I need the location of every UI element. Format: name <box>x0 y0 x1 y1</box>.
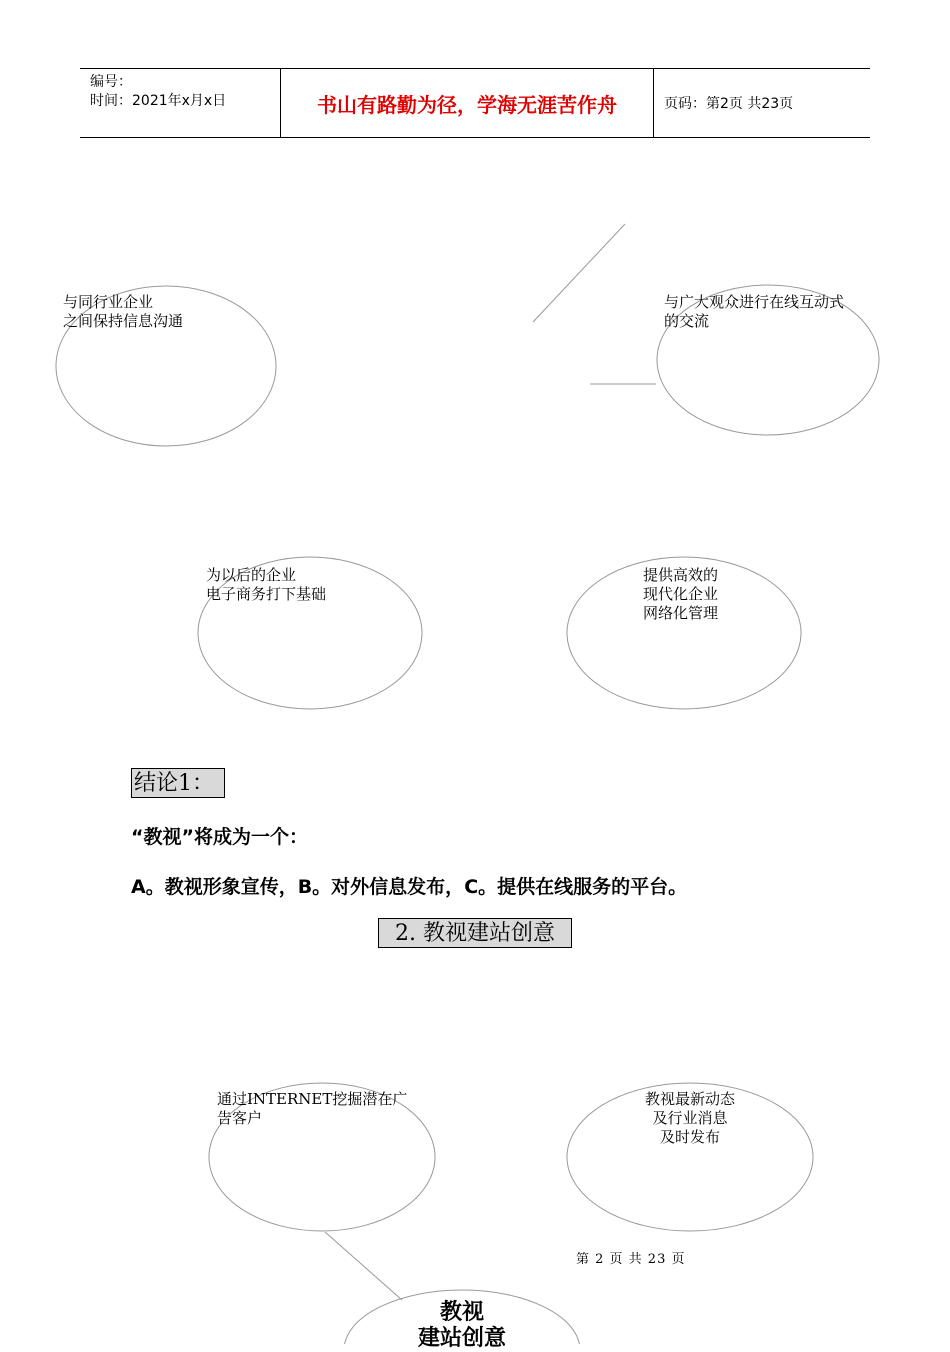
bubble-text-3 <box>206 566 326 604</box>
bubble-line: 教视最新动态 <box>644 1090 735 1108</box>
page-footer: 第 2 页 共 23 页 <box>576 1252 686 1267</box>
header-page-info: 页码：第2页 共23页 <box>664 96 794 112</box>
connector-line-3 <box>325 1232 402 1300</box>
bubble-line: 提供高效的 <box>643 566 719 584</box>
time-label: 时间：2021年x月x日 <box>90 93 227 109</box>
bubble-line: 现代化企业 <box>643 585 719 603</box>
bubble-line: 为以后的企业 <box>206 566 297 584</box>
number-label: 编号： <box>90 74 132 90</box>
core-line: 教视 <box>439 1300 484 1325</box>
bubble-line: 及行业消息 <box>652 1109 728 1127</box>
bubble-text-1 <box>63 293 183 331</box>
conclusion-line-1: “教视”将成为一个： <box>131 826 308 848</box>
core-text <box>400 1300 524 1352</box>
bubble-line: 告客户 <box>217 1109 263 1127</box>
core-line: 建站创意 <box>417 1326 506 1351</box>
bubble-line: 及时发布 <box>659 1128 720 1146</box>
bubble-line: 与同行业企业 <box>63 293 154 311</box>
section-title: 2. 教视建站创意 <box>378 918 572 948</box>
conclusion-line-2: A。教视形象宣传，B。对外信息发布，C。提供在线服务的平台。 <box>131 876 688 898</box>
bubble-line: 通过INTERNET挖掘潜在广 <box>217 1090 408 1108</box>
bubble-line: 之间保持信息沟通 <box>63 312 184 330</box>
bubble-line: 网络化管理 <box>643 604 719 622</box>
header-motto: 书山有路勤为径，学海无涯苦作舟 <box>281 69 654 137</box>
connector-line-1 <box>533 224 625 322</box>
bubble-text-5 <box>217 1090 407 1128</box>
bubble-text-4 <box>643 566 718 623</box>
bubble-line: 的交流 <box>664 312 710 330</box>
bubble-text-6 <box>641 1090 739 1147</box>
bubble-line: 电子商务打下基础 <box>206 585 327 603</box>
conclusion-title: 结论1： <box>131 768 225 798</box>
bubble-line: 与广大观众进行在线互动式 <box>664 293 845 311</box>
bubble-text-2 <box>664 293 844 331</box>
